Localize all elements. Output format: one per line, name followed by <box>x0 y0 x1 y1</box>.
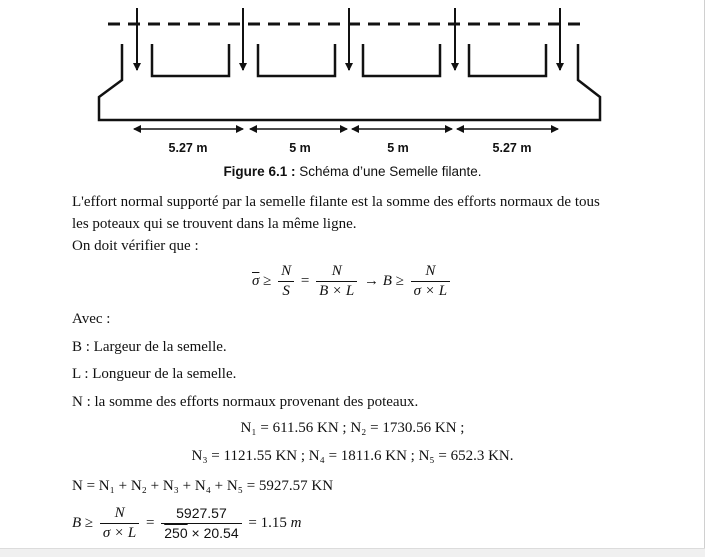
equals-symbol: = <box>142 514 159 531</box>
numerator: N <box>316 263 357 282</box>
fraction-n-over-sigma-l <box>100 505 139 542</box>
numerator: N <box>100 505 139 524</box>
fraction-n-over-s <box>278 263 294 300</box>
loads-line-2: N₃ = 1121.55 KN ; N₄ = 1811.6 KN ; N₅ = 652.3 KN. <box>191 448 514 464</box>
recess-1 <box>152 44 229 76</box>
numerator-value: 5927.57 <box>161 505 241 524</box>
definition-l: L : Longueur de la semelle. <box>72 366 237 382</box>
geq-symbol: ≥ <box>391 272 408 289</box>
formula-width-result <box>72 505 301 542</box>
loads-line-1: N₁ = 611.56 KN ; N₂ = 1730.56 KN ; <box>240 420 465 436</box>
loads-sum: N = N₁ + N₂ + N₃ + N₄ + N₅ = 5927.57 KN <box>72 478 334 494</box>
numerator: N <box>278 263 294 282</box>
figure-caption-label: Figure 6.1 : <box>223 164 296 179</box>
figure-caption-text: Schéma d’une Semelle filante. <box>295 164 482 179</box>
avec-label: Avec : <box>72 311 111 327</box>
strip-footing-diagram <box>0 0 705 160</box>
dimension-label-1: 5.27 m <box>168 141 208 155</box>
fraction-numeric <box>161 505 241 542</box>
column-load-arrows <box>137 8 560 70</box>
definition-b: B : Largeur de la semelle. <box>72 339 227 355</box>
geq-symbol: ≥ <box>81 514 97 531</box>
equals-symbol: = <box>297 272 314 289</box>
sigma-value: 250 <box>164 525 188 541</box>
denominator: σ × L <box>102 525 137 541</box>
figure-caption <box>0 164 705 179</box>
arrow-symbol: → <box>360 272 383 289</box>
result-unit: m <box>290 514 302 531</box>
denominator: S <box>282 283 290 299</box>
geq-symbol: ≥ <box>259 272 276 289</box>
definition-n: N : la somme des efforts normaux provenant des poteaux. <box>72 394 419 410</box>
dimension-label-3: 5 m <box>387 141 409 155</box>
length-value: × 20.54 <box>187 525 239 541</box>
denominator: σ × L <box>413 283 448 299</box>
recess-4 <box>469 44 546 76</box>
denominator-value <box>161 524 241 542</box>
dimension-label-4: 5.27 m <box>492 141 532 155</box>
recess-3 <box>363 44 440 76</box>
b-symbol: B <box>72 514 82 531</box>
fraction-n-over-bl <box>316 263 357 300</box>
result-value: = 1.15 <box>244 514 291 531</box>
fraction-n-over-sigma-l <box>411 263 450 300</box>
paragraph-line-2: les poteaux qui se trouvent dans la même ligne. <box>72 216 357 232</box>
paragraph-line-1: L'effort normal supporté par la semelle filante est la somme des efforts normaux de tous <box>72 194 600 210</box>
b-symbol: B <box>382 272 392 289</box>
formula-bearing-check <box>252 263 453 300</box>
verify-line: On doit vérifier que : <box>72 238 199 254</box>
sigma-bar: $\overline{\sigma}$ <box>252 272 260 289</box>
denominator: B × L <box>319 283 355 299</box>
dimension-label-2: 5 m <box>289 141 311 155</box>
numerator: N <box>411 263 450 282</box>
recess-2 <box>258 44 335 76</box>
